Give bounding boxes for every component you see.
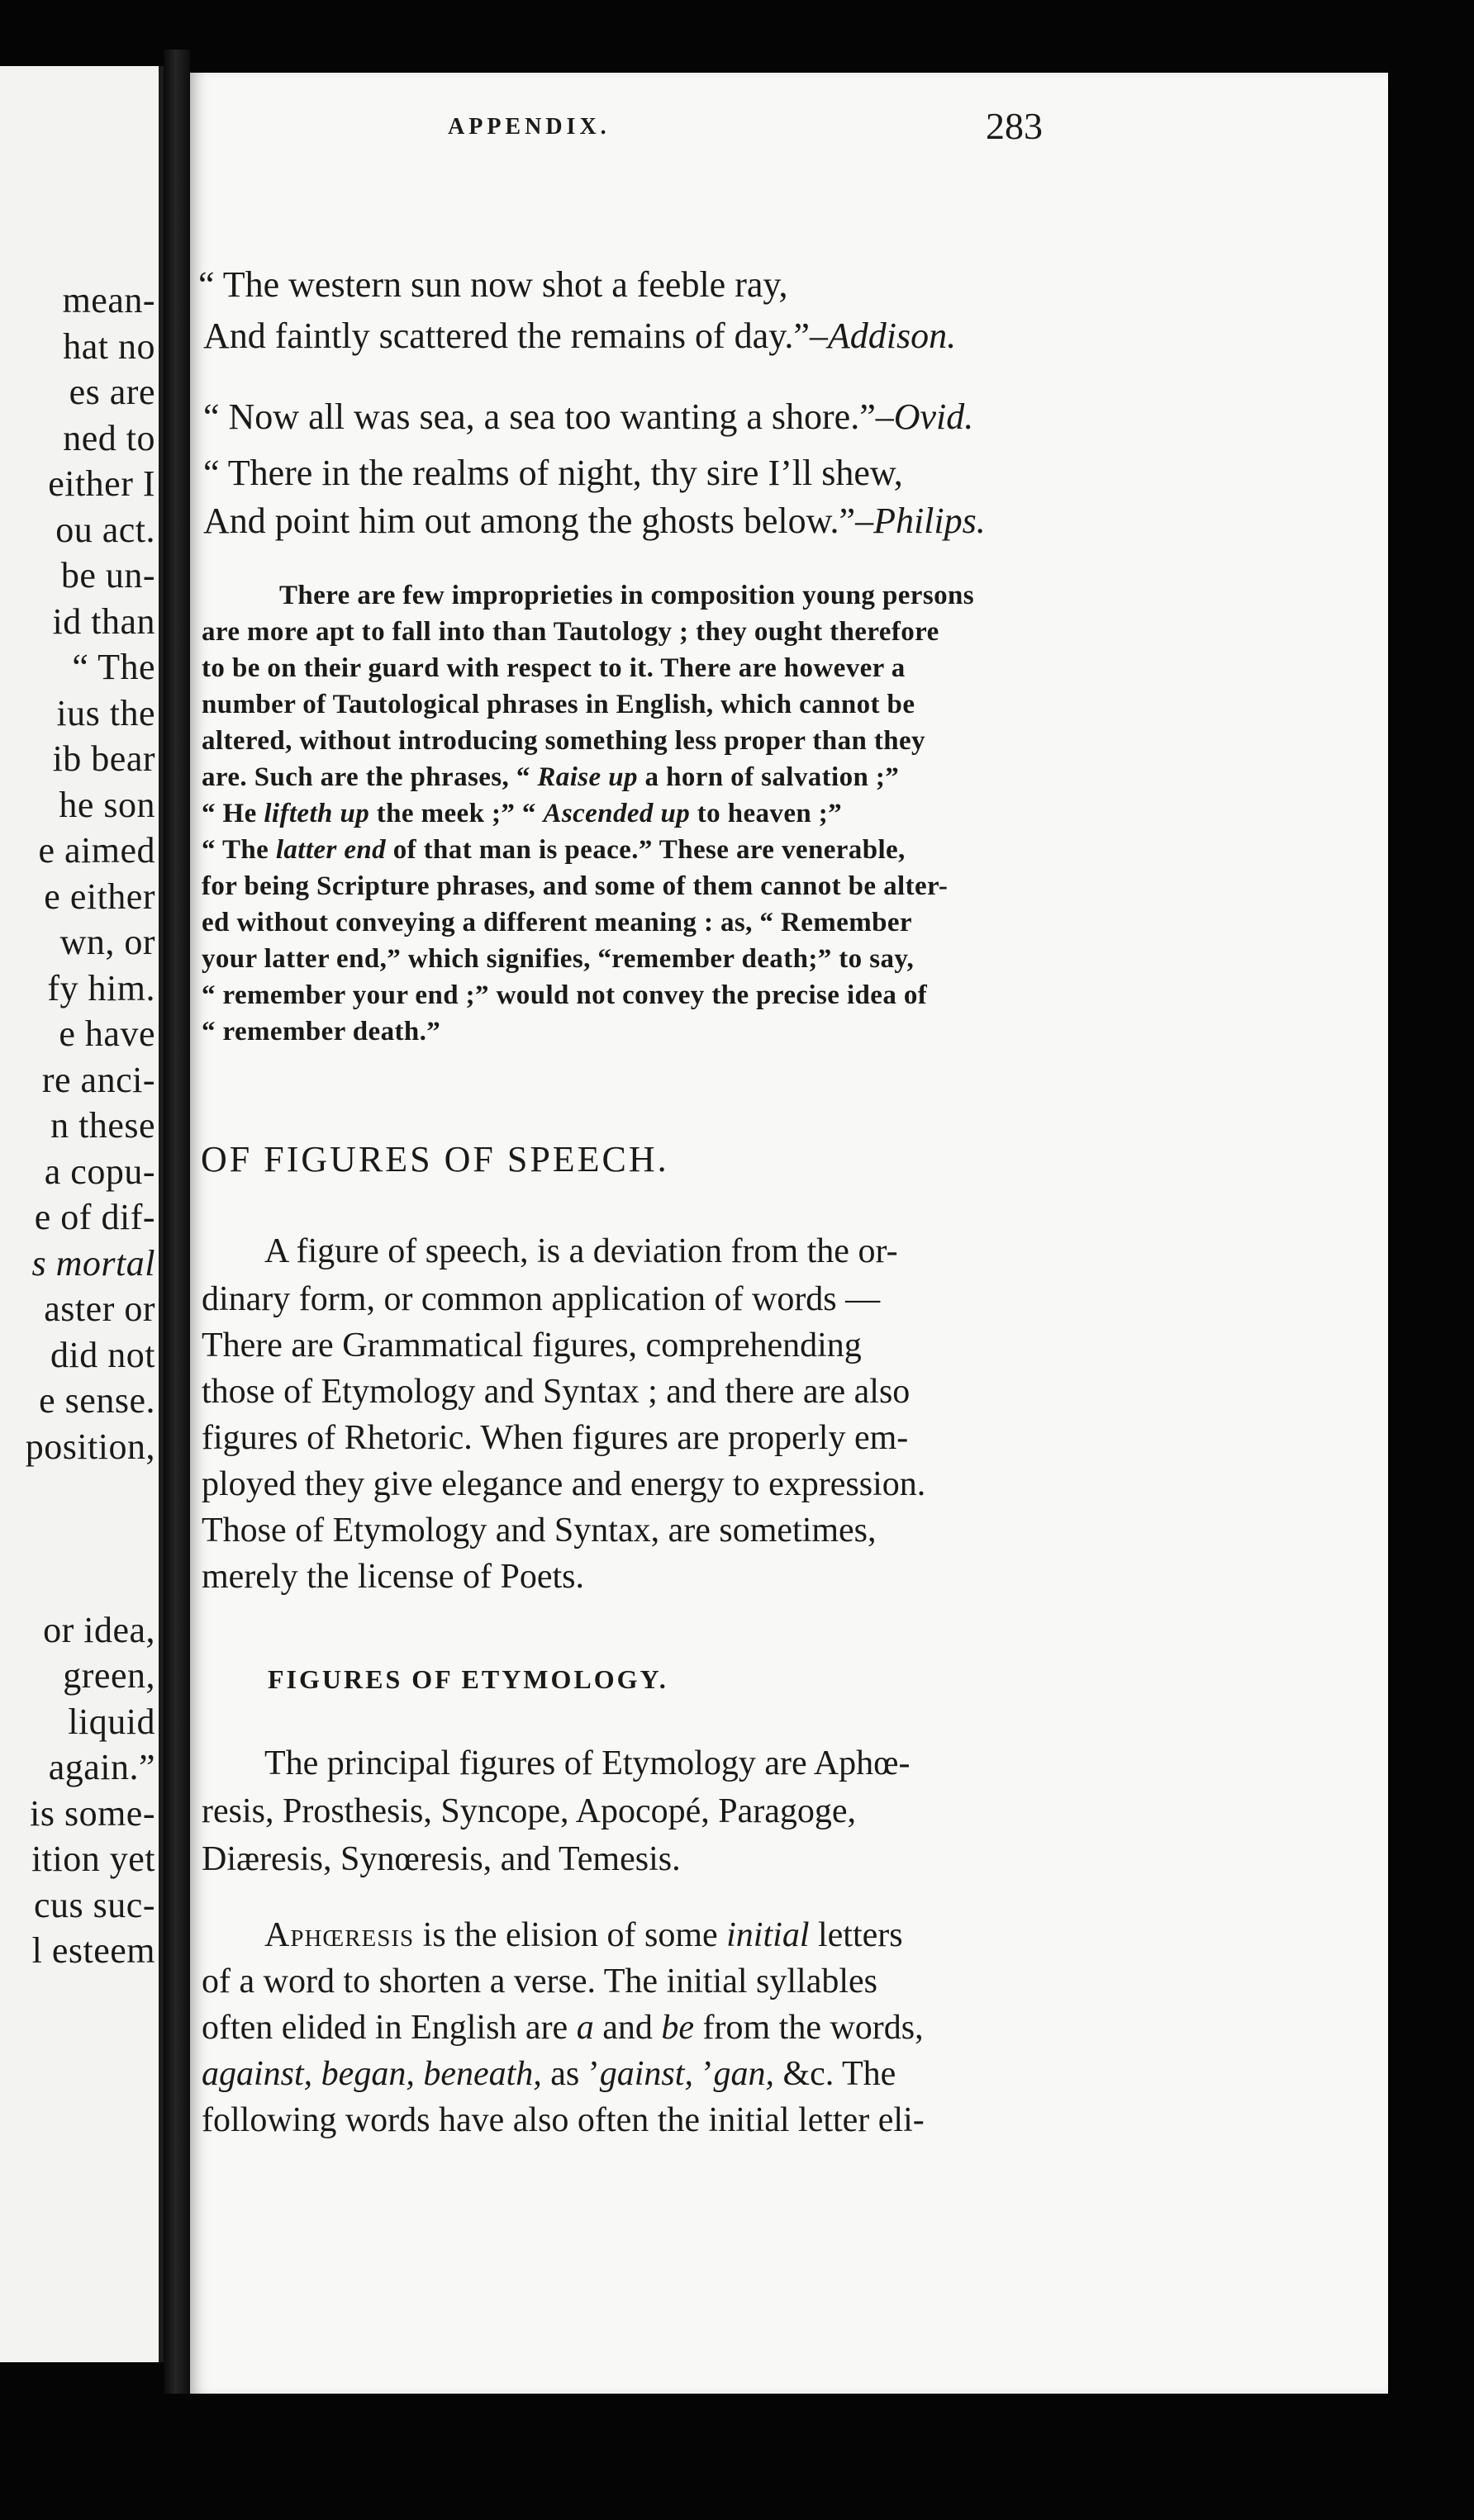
quote-2-author: Ovid. (893, 396, 974, 437)
left-page-line: e aimed (38, 830, 155, 871)
paragraph-line: The principal figures of Etymology are Aphœ- (264, 1744, 911, 1782)
paragraph-line: figures of Rhetoric. When figures are properly em- (202, 1419, 909, 1457)
paragraph-line: A figure of speech, is a deviation from the or- (264, 1232, 898, 1270)
tautology-line: “ He lifteth up the meek ;” “ Ascended up to heaven ;” (202, 799, 843, 828)
paragraph-line: ployed they give elegance and energy to expression. (202, 1465, 926, 1503)
left-page-line: ius the (56, 692, 155, 733)
phrase-lifteth-up: lifteth up (264, 799, 370, 828)
tautology-line: for being Scripture phrases, and some of them cannot be alter- (202, 871, 949, 901)
left-page-line: id than (52, 600, 155, 642)
paragraph-line: often elided in English are a and be from the words, (202, 2009, 924, 2047)
paragraph-line: Aphœresis is the elision of some initial letters (264, 1916, 903, 1954)
tautology-line: to be on their guard with respect to it. There are however a (202, 653, 906, 683)
page-number: 283 (986, 105, 1043, 147)
quote-2-line-1: “ Now all was sea, a sea too wanting a shore.”–Ovid. (203, 396, 974, 437)
left-page-line: re anci- (41, 1059, 155, 1100)
paragraph-line: merely the license of Poets. (202, 1558, 585, 1596)
book-binding-gutter (164, 50, 190, 2395)
paragraph-line: resis, Prosthesis, Syncope, Apocopé, Paragoge, (202, 1792, 857, 1830)
paragraph-line: of a word to shorten a verse. The initial syllables (202, 1962, 878, 2000)
tautology-line: “ remember your end ;” would not convey the precise idea of (202, 980, 928, 1010)
paragraph-line: those of Etymology and Syntax ; and there are also (202, 1373, 911, 1411)
paragraph-line: There are Grammatical figures, comprehending (202, 1326, 862, 1364)
previous-page-fragment (0, 66, 164, 2362)
tautology-line: There are few improprieties in composition young persons (279, 581, 974, 610)
quote-3-line-2: And point him out among the ghosts below.”–Philips. (203, 501, 986, 541)
left-page-line: ned to (63, 417, 155, 458)
left-page-line: s mortal (31, 1242, 155, 1284)
paragraph-line: Diæresis, Synœresis, and Temesis. (202, 1840, 681, 1878)
tautology-line: are more apt to fall into than Tautology ; they ought therefore (202, 617, 939, 647)
left-page-line: e have (59, 1013, 155, 1054)
left-page-line: green, (63, 1655, 155, 1696)
tautology-line: “ The latter end of that man is peace.” These are venerable, (202, 835, 906, 865)
left-page-line: “ The (72, 647, 155, 687)
left-page-line: is some- (30, 1792, 155, 1834)
left-page-line: ou act. (55, 509, 155, 550)
quote-1-line-1: “ The western sun now shot a feeble ray, (198, 264, 788, 305)
phrase-raise-up: Raise up (537, 762, 638, 792)
left-page-line: fy him. (47, 967, 155, 1008)
quote-1-author: Addison. (827, 316, 957, 356)
subsection-heading: FIGURES OF ETYMOLOGY. (268, 1664, 668, 1694)
left-page-line: cus suc- (34, 1884, 155, 1925)
tautology-line: altered, without introducing something less proper than they (202, 726, 925, 756)
paragraph-line: Those of Etymology and Syntax, are sometimes, (202, 1512, 877, 1549)
tautology-line: “ remember death.” (202, 1017, 441, 1046)
left-page-line: ition yet (31, 1839, 155, 1879)
paragraph-line: following words have also often the initial letter eli- (202, 2101, 925, 2139)
left-page-line: n these (50, 1105, 155, 1146)
quote-1-line-2: And faintly scattered the remains of day.”–Addison. (203, 316, 957, 356)
left-page-line: ib bear (52, 738, 155, 779)
paragraph-line: dinary form, or common application of words — (202, 1280, 881, 1318)
phrase-latter-end: latter end (275, 835, 387, 865)
left-page-line: mean- (62, 280, 155, 320)
left-page-line: either I (48, 463, 155, 504)
tautology-line: number of Tautological phrases in English, which cannot be (202, 690, 915, 719)
left-page-line: liquid (68, 1701, 155, 1742)
left-page-line: again.” (48, 1747, 155, 1787)
tautology-line: ed without conveying a different meaning : as, “ Remember (202, 908, 912, 937)
left-page-line: hat no (63, 325, 155, 367)
phrase-ascended-up: Ascended up (543, 799, 691, 828)
quote-3-line-1: “ There in the realms of night, thy sire I’ll shew, (203, 453, 903, 493)
left-page-line: he son (59, 784, 155, 825)
left-page-line: aster or (44, 1288, 155, 1329)
tautology-line: are. Such are the phrases, “ Raise up a horn of salvation ;” (202, 762, 900, 792)
paragraph-line: against, began, beneath, as ’gainst, ’gan, &c. The (202, 2055, 896, 2093)
left-page-line: e either (44, 876, 155, 917)
tautology-line: your latter end,” which signifies, “remember death;” to say, (202, 944, 915, 974)
left-page-line: a copu- (44, 1151, 155, 1192)
left-page-line: or idea, (43, 1609, 155, 1650)
left-page-line: wn, or (59, 922, 155, 962)
left-page-line: be un- (60, 555, 155, 596)
term-aphaeresis: Aphœresis (264, 1916, 415, 1954)
left-page-line: position, (25, 1426, 155, 1467)
left-page-line: e sense. (39, 1380, 155, 1421)
running-head: APPENDIX. (448, 114, 611, 140)
left-page-line: did not (50, 1334, 155, 1375)
section-heading: OF FIGURES OF SPEECH. (201, 1139, 669, 1179)
left-page-line: e of dif- (34, 1197, 155, 1237)
left-page-line: l esteem (31, 1930, 155, 1971)
quote-3-author: Philips. (873, 501, 986, 541)
left-page-line: es are (69, 372, 155, 412)
scan-bottom-edge (0, 2394, 1474, 2520)
